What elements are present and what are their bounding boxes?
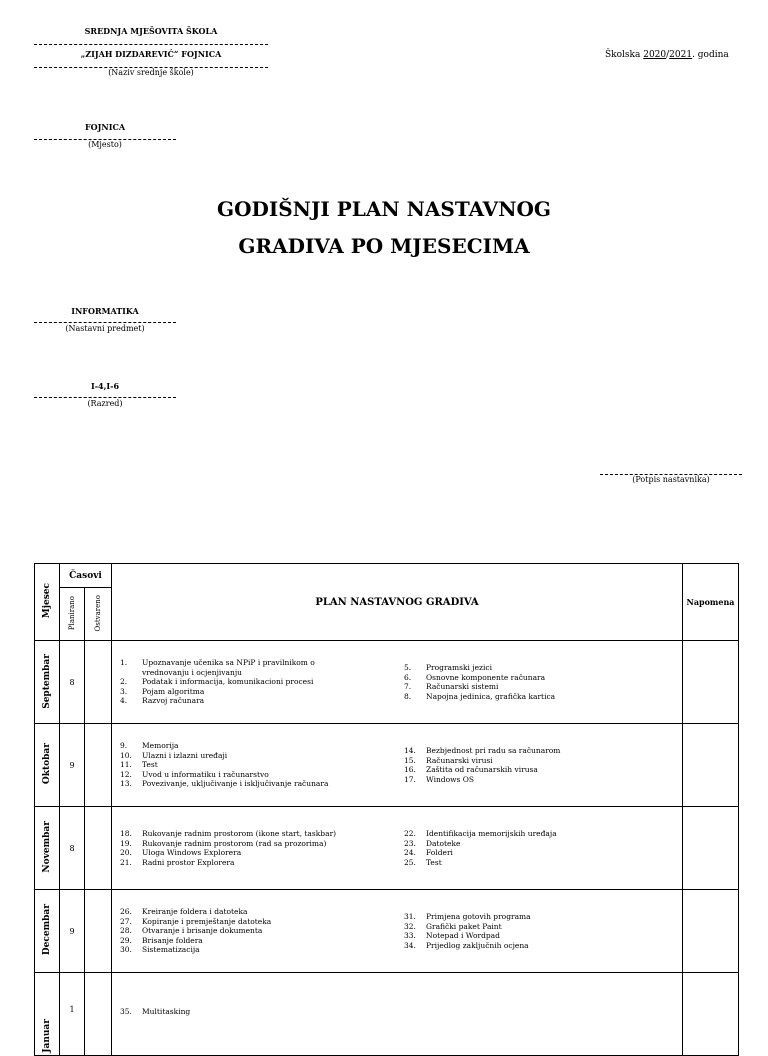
planned-header-cell bbox=[60, 588, 85, 641]
list-item: 7. Računarski sistemi bbox=[404, 682, 499, 691]
topics-cell bbox=[112, 890, 683, 973]
list-item: 1. Upoznavanje učenika sa NPiP i pravilnikom o vrednovanju i ocjenjivanju bbox=[120, 658, 315, 677]
subject-caption: (Nastavni predmet) bbox=[65, 324, 145, 333]
month-cell bbox=[35, 807, 60, 890]
table-row bbox=[35, 807, 739, 890]
list-item: 18. Rukovanje radnim prostorom (ikone start, taskbar) bbox=[120, 829, 337, 838]
school-year-from: 2020 bbox=[643, 50, 667, 60]
month-header: Mjesec bbox=[42, 583, 52, 619]
list-item: 32. Grafički paket Paint bbox=[404, 921, 502, 931]
list-item: 11. Test bbox=[120, 760, 158, 770]
list-item: 25. Test bbox=[404, 857, 442, 867]
topics-cell bbox=[112, 807, 683, 890]
table-row bbox=[35, 973, 739, 1056]
list-item: 24. Folderi bbox=[404, 848, 453, 857]
list-item: 30. Sistematizacija bbox=[120, 945, 200, 955]
topic-list-right bbox=[404, 912, 674, 950]
list-item: 16. Zaštita od računarskih virusa bbox=[404, 765, 538, 774]
school-year-suffix: . godina bbox=[692, 50, 729, 60]
topic-list-right bbox=[404, 663, 674, 701]
note-header: Napomena bbox=[683, 564, 739, 641]
realized-cell bbox=[85, 724, 112, 807]
list-item: 23. Datoteke bbox=[404, 838, 461, 848]
grade-value: I-4,I-6 bbox=[90, 381, 120, 391]
place-value: FOJNICA bbox=[84, 122, 126, 132]
list-item: 35. Multitasking bbox=[120, 1007, 191, 1016]
document-title-line2: GRADIVA PO MJESECIMA bbox=[238, 234, 530, 258]
list-item: 19. Rukovanje radnim prostorom (rad sa prozorima) bbox=[120, 838, 327, 848]
month-cell bbox=[35, 973, 60, 1056]
realized-cell bbox=[85, 973, 112, 1056]
list-item: 15. Računarski virusi bbox=[404, 755, 493, 765]
list-item: 31. Primjena gotovih programa bbox=[404, 912, 531, 921]
school-name-caption: (Naziv srednje škole) bbox=[108, 68, 194, 77]
realized-cell bbox=[85, 890, 112, 973]
note-cell bbox=[683, 724, 739, 807]
list-item: 10. Ulazni i izlazni uređaji bbox=[120, 750, 228, 760]
note-cell bbox=[683, 973, 739, 1056]
list-item: 26. Kreiranje foldera i datoteka bbox=[120, 907, 248, 917]
list-item: 29. Brisanje foldera bbox=[120, 935, 203, 945]
divider bbox=[34, 322, 176, 323]
list-item: 17. Windows OS bbox=[404, 774, 475, 784]
list-item: 27. Kopiranje i premještanje datoteka bbox=[120, 916, 272, 926]
topic-list-left bbox=[120, 741, 360, 789]
list-item: 13. Povezivanje, uključivanje i isključivanje računara bbox=[120, 779, 329, 789]
plan-table bbox=[34, 563, 739, 1056]
planned-cell: 9 bbox=[60, 724, 85, 807]
month-label: Januar bbox=[42, 1019, 52, 1053]
month-header-cell bbox=[35, 564, 60, 641]
topic-list-left bbox=[120, 907, 360, 955]
list-item: 3. Pojam algoritma bbox=[120, 686, 205, 696]
note-cell bbox=[683, 641, 739, 724]
realized-header-cell bbox=[85, 588, 112, 641]
list-item: 21. Radni prostor Explorera bbox=[120, 857, 235, 867]
list-item: 8. Napojna jedinica, grafička kartica bbox=[404, 691, 556, 701]
topic-list-left bbox=[120, 658, 360, 706]
list-item: 33. Notepad i Wordpad bbox=[404, 931, 500, 940]
realized-header: Ostvareno bbox=[94, 594, 102, 632]
signature-caption: (Potpis nastavnika) bbox=[632, 475, 710, 484]
month-cell bbox=[35, 890, 60, 973]
topic-list-left bbox=[120, 1007, 360, 1017]
list-item: 9. Memorija bbox=[120, 741, 179, 751]
planned-cell: 8 bbox=[60, 807, 85, 890]
grade-caption: (Razred) bbox=[87, 399, 123, 408]
list-item: 34. Prijedlog zaključnih ocjena bbox=[404, 940, 529, 950]
place-caption: (Mjesto) bbox=[88, 140, 122, 149]
school-name-line2: „ZIJAH DIZDAREVIĆ“ FOJNICA bbox=[80, 49, 222, 59]
school-year-separator: / bbox=[666, 50, 670, 60]
month-label: Septembar bbox=[42, 653, 52, 709]
note-cell bbox=[683, 890, 739, 973]
list-item: 12. Uvod u informatiku i računarstvo bbox=[120, 769, 269, 779]
divider bbox=[34, 44, 268, 45]
topic-list-left bbox=[120, 829, 360, 867]
school-year-to: 2021 bbox=[669, 50, 693, 60]
list-item: 28. Otvaranje i brisanje dokumenta bbox=[120, 926, 263, 936]
table-row bbox=[35, 890, 739, 973]
topic-list-right bbox=[404, 829, 674, 867]
list-item: 22. Identifikacija memorijskih uređaja bbox=[404, 829, 557, 838]
topics-cell bbox=[112, 973, 683, 1056]
school-year-prefix: Školska bbox=[605, 50, 644, 60]
planned-cell: 1 bbox=[60, 973, 85, 1056]
month-cell bbox=[35, 641, 60, 724]
table-row bbox=[35, 641, 739, 724]
list-item: 14. Bezbjednost pri radu sa računarom bbox=[404, 746, 561, 755]
note-cell bbox=[683, 807, 739, 890]
topic-list-right bbox=[404, 746, 674, 784]
topics-cell bbox=[112, 641, 683, 724]
month-label: Decembar bbox=[42, 904, 52, 956]
month-cell bbox=[35, 724, 60, 807]
realized-cell bbox=[85, 807, 112, 890]
list-item: 2. Podatak i informacija, komunikacioni procesi bbox=[120, 677, 314, 687]
month-label: Oktobar bbox=[42, 743, 52, 785]
list-item: 6. Osnovne komponente računara bbox=[404, 672, 546, 682]
subject-value: INFORMATIKA bbox=[71, 306, 139, 316]
realized-cell bbox=[85, 641, 112, 724]
hours-header: Časovi bbox=[60, 564, 112, 588]
month-label: Novembar bbox=[42, 821, 52, 873]
list-item: 20. Uloga Windows Explorera bbox=[120, 848, 242, 857]
divider bbox=[34, 397, 176, 398]
school-name-line1: SREDNJA MJEŠOVITA ŠKOLA bbox=[84, 26, 218, 36]
table-row bbox=[35, 724, 739, 807]
school-year bbox=[605, 50, 729, 60]
topics-cell bbox=[112, 724, 683, 807]
document-title-line1: GODIŠNJI PLAN NASTAVNOG bbox=[217, 197, 551, 221]
list-item: 4. Razvoj računara bbox=[120, 696, 205, 706]
list-item: 5. Programski jezici bbox=[404, 663, 493, 672]
planned-cell: 8 bbox=[60, 641, 85, 724]
plan-header: PLAN NASTAVNOG GRADIVA bbox=[112, 564, 683, 641]
planned-cell: 9 bbox=[60, 890, 85, 973]
planned-header: Planirano bbox=[68, 595, 76, 631]
